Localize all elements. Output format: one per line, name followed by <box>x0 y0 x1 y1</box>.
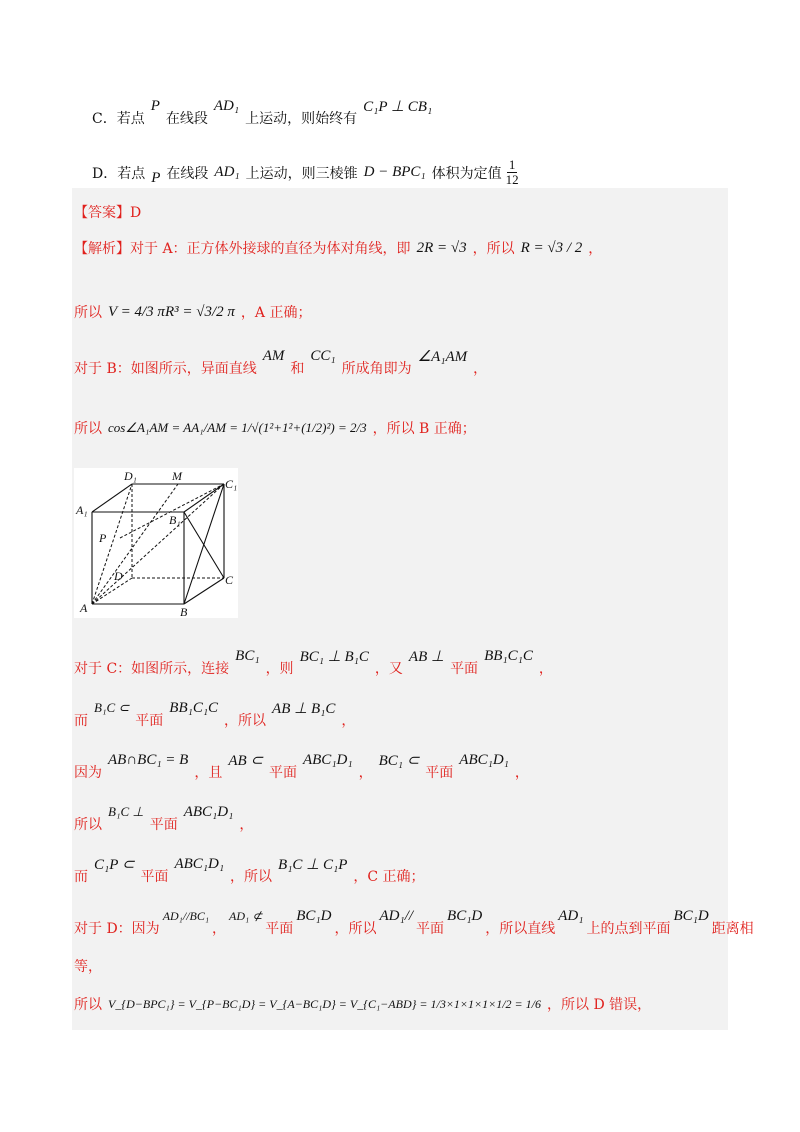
analysis-d-line1: 对于 D：因为 AD₁//BC₁ ， AD₁ ⊄ 平面 BC₁D ，所以 AD₁// 平面 BC₁D ，所以直线 AD₁ 上的点到平面 BC₁D 距离相 <box>74 907 754 937</box>
label-m: M <box>172 469 182 483</box>
label-c1: C₁ <box>225 477 238 491</box>
analysis-c-line2: 而 B₁C ⊂ 平面 BB₁C₁C ，所以 AB ⊥ B₁C ， <box>74 699 356 729</box>
label-p: P <box>99 531 107 545</box>
label-b1: B₁ <box>169 513 181 527</box>
analysis-b-line2: 所以 cos∠A₁AM = AA₁/AM = 1/√(1²+1²+(1/2)²) = 2/3 ，所以 B 正确； <box>74 420 476 437</box>
analysis-c-line4: 所以 B₁C ⊥ 平面 ABC₁D₁ ， <box>74 803 254 833</box>
label-a1: A₁ <box>76 503 88 517</box>
cube-diagram <box>74 468 238 618</box>
label-d1: D₁ <box>124 469 137 483</box>
option-d: D．若点 P 在线段 AD₁ 上运动，则三棱锥 D − BPC₁ 体积为定值 $\frac{1}{12}$ <box>92 157 519 187</box>
label-a: A <box>80 601 88 615</box>
label-c: C <box>225 573 234 587</box>
analysis-a-line2: 所以 V = 4/3 πR³ = √3/2 π ，A 正确； <box>74 303 312 321</box>
fraction-1-12: $\frac{1}{12}$ <box>505 157 519 187</box>
option-c: C．若点 P 在线段 AD₁ 上运动，则始终有 C₁P ⊥ CB₁ <box>92 97 433 127</box>
label-d: D <box>114 569 123 583</box>
analysis-a-line1: 【解析】 对于 A：正方体外接球的直径为体对角线，即 2R = √3 ，所以 R = √3 / 2 ， <box>74 239 603 257</box>
answer-line: 【答案】D <box>74 205 142 221</box>
analysis-c-line3: 因为 AB∩BC₁ = B ，且 AB ⊂ 平面 ABC₁D₁ ， BC₁ ⊂ 平面 ABC₁D₁ ， <box>74 751 529 781</box>
label-b: B <box>180 605 188 618</box>
cube-figure <box>74 468 238 618</box>
analysis-c-line5: 而 C₁P ⊂ 平面 ABC₁D₁ ，所以 B₁C ⊥ C₁P ，C 正确； <box>74 855 425 885</box>
analysis-d-line2: 等， <box>74 959 102 975</box>
analysis-b-line1: 对于 B：如图所示，异面直线 AM 和 CC₁ 所成角即为 ∠A₁AM ， <box>74 347 488 377</box>
analysis-c-line1: 对于 C：如图所示，连接 BC₁ ，则 BC₁ ⊥ B₁C ，又 AB ⊥ 平面 BB₁C₁C ， <box>74 647 553 677</box>
analysis-d-line3: 所以 V_{D−BPC₁} = V_{P−BC₁D} = V_{A−BC₁D} = V_{C₁−ABD} = 1/3×1×1×1×1/2 = 1/6 ，所以 D 错误， <box>74 996 652 1013</box>
